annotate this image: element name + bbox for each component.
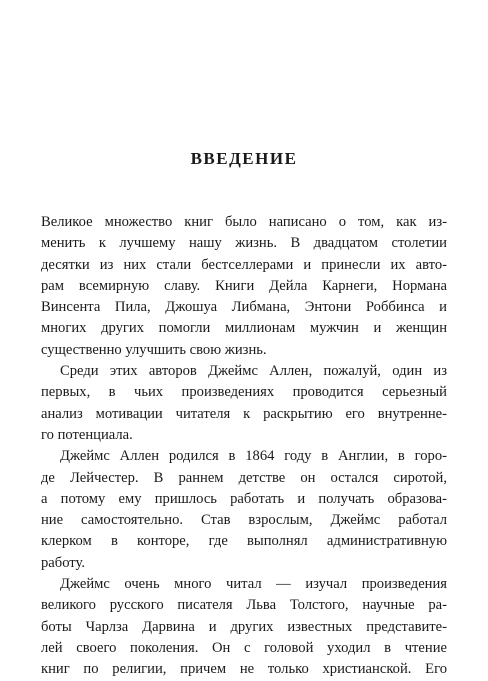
- text-line: Джеймс очень много читал — изучал произведения: [60, 576, 447, 593]
- paragraph-4: [41, 574, 447, 680]
- text-line: ние самостоятельно. Став взрослым, Джеймс работал: [41, 512, 447, 529]
- text-line: Джеймс Аллен родился в 1864 году в Англии, в горо-: [60, 448, 447, 465]
- chapter-title: ВВЕДЕНИЕ: [190, 149, 298, 168]
- text-line: многих других помогли миллионам мужчин и женщин: [41, 320, 447, 337]
- paragraph-2: [41, 361, 447, 446]
- text-line: де Лейчестер. В раннем детстве он остался сиротой,: [41, 469, 447, 486]
- text-line: десятки из них стали бестселлерами и принесли их авто-: [41, 256, 447, 273]
- text-line: анализ мотивации читателя к раскрытию его внутренне-: [41, 405, 447, 422]
- text-line: Среди этих авторов Джеймс Аллен, пожалуй, один из: [60, 363, 447, 380]
- text-line: книг по религии, причем не только христианской. Его: [41, 661, 447, 678]
- paragraph-3: [41, 446, 447, 574]
- text-line: первых, в чьих произведениях проводится серьезный: [41, 384, 447, 401]
- text-line: рам всемирную славу. Книги Дейла Карнеги, Нормана: [41, 277, 447, 294]
- text-line: го потенциала.: [41, 426, 133, 443]
- text-line: лей своего поколения. Он с головой уходил в чтение: [41, 639, 447, 656]
- text-line: существенно улучшить свою жизнь.: [41, 341, 267, 358]
- text-line: а потому ему пришлось работать и получать образова-: [41, 490, 447, 507]
- body-text: [41, 212, 447, 681]
- text-line: менить к лучшему нашу жизнь. В двадцатом столетии: [41, 235, 447, 252]
- text-line: работу.: [41, 554, 85, 571]
- text-line: Винсента Пила, Джошуа Либмана, Энтони Роббинса и: [41, 299, 447, 316]
- text-line: боты Чарлза Дарвина и других известных представите-: [41, 618, 447, 635]
- text-line: великого русского писателя Льва Толстого, научные ра-: [41, 597, 447, 614]
- text-line: клерком в конторе, где выполнял административную: [41, 533, 447, 550]
- text-line: Великое множество книг было написано о том, как из-: [41, 214, 447, 230]
- paragraph-1: [41, 212, 447, 361]
